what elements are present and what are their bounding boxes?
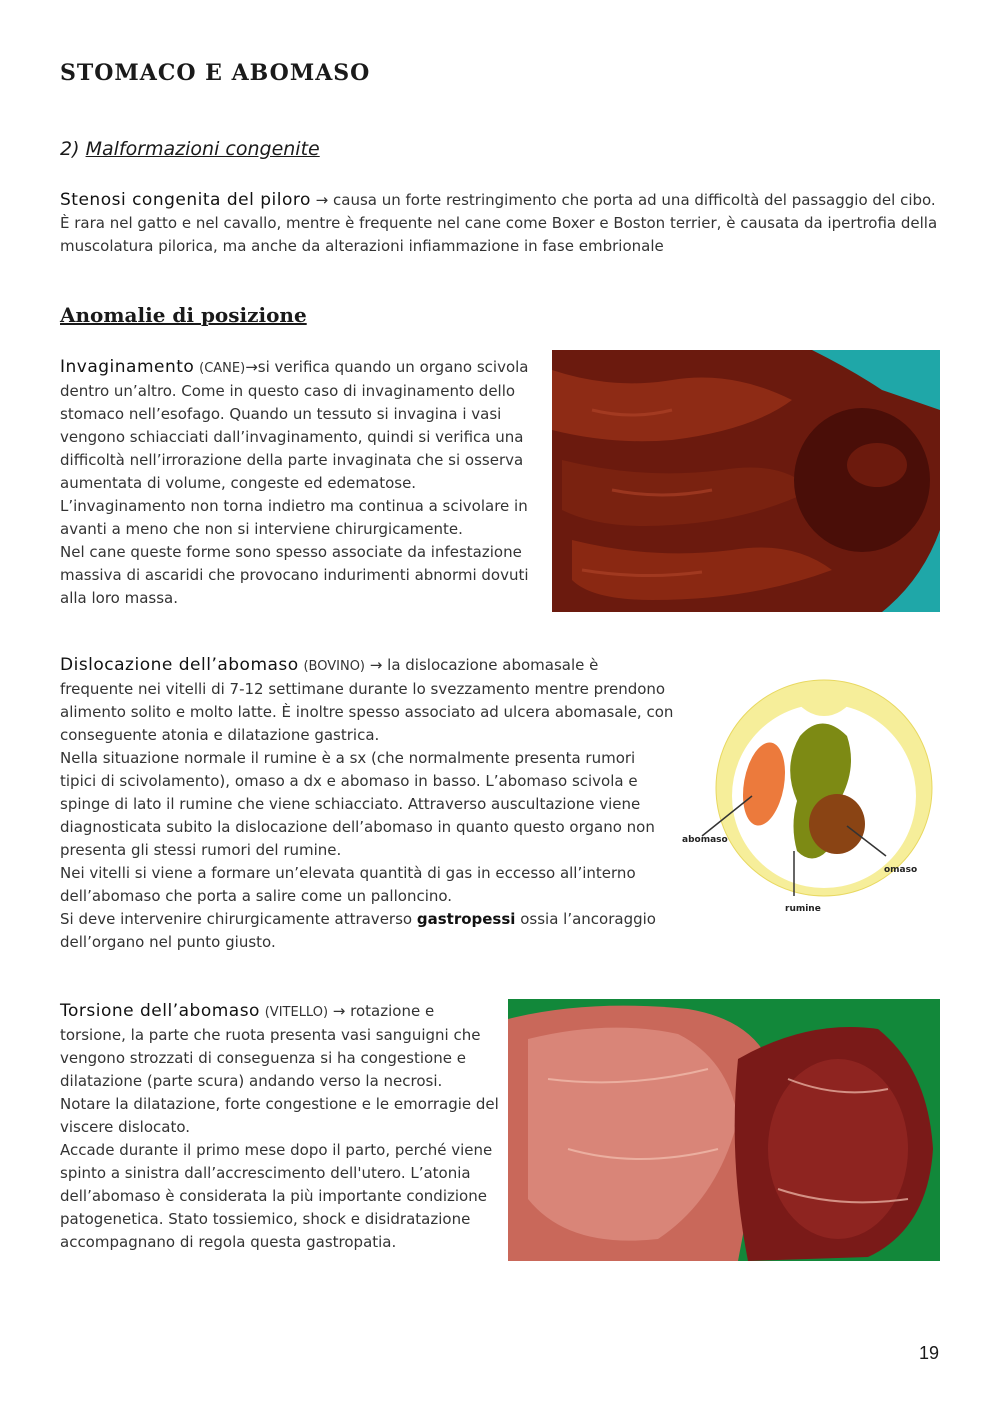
diagram-label-omaso: omaso — [884, 865, 918, 875]
stenosi-paragraph — [60, 189, 945, 258]
invaginamento-text-2: Nel cane queste forme sono spesso associate da infestazione massiva di ascaridi che provocano indurimenti abnormi dovuti alla loro massa. — [60, 543, 529, 607]
abomaso-diagram — [682, 676, 940, 918]
dislocazione-text-1: la dislocazione abomasale è frequente nei vitelli di 7-12 settimane durante lo svezzamento mentre prendono alimento solito e molto latte. È inoltre spesso associato ad ulcera abomasale, con conseguente atonia e dilatazione gastrica. — [60, 656, 674, 744]
page-title: STOMACO E ABOMASO — [60, 60, 371, 86]
invaginamento-paragraph — [60, 356, 545, 610]
stomach-photo-illustration — [552, 350, 940, 612]
invaginamento-photo — [552, 350, 940, 612]
diagram-label-rumine: rumine — [785, 904, 821, 914]
arrow-icon: → — [315, 191, 329, 209]
species-label: (VITELLO) — [264, 1005, 329, 1020]
page-number: 19 — [919, 1343, 940, 1363]
invaginamento-term: Invaginamento — [60, 357, 195, 377]
stenosi-text: causa un forte restringimento che porta ad una difficoltà del passaggio del cibo. È rara nel gatto e nel cavallo, mentre è frequente nel cane come Boxer e Boston terrier, è causata da ipertrofia della muscolatura pilorica, ma anche da alterazioni infiammazione in fase embrionale — [60, 191, 938, 255]
dislocazione-paragraph — [60, 654, 675, 954]
abomaso-cross-section-diagram — [682, 676, 940, 918]
gastropessi-term: gastropessi — [416, 910, 516, 928]
dislocazione-text-4: Si deve intervenire chirurgicamente attraverso — [60, 910, 413, 928]
torsione-term: Torsione dell’abomaso — [60, 1001, 260, 1021]
section-number: 2) — [60, 138, 80, 160]
dislocazione-text-2: Nella situazione normale il rumine è a sx (che normalmente presenta rumori tipici di scivolamento), omaso a dx e abomaso in basso. L’abomaso scivola e spinge di lato il rumine che viene schiacciato. Attraverso auscultazione viene diagnosticata subito la dislocazione dell’abomaso in quanto questo organo non presenta gli stessi rumori del rumine. — [60, 749, 655, 859]
section-title: Malformazioni congenite — [85, 138, 320, 160]
invaginamento-text: si verifica quando un organo scivola dentro un’altro. Come in questo caso di invaginamento dello stomaco nell’esofago. Quando un tessuto si invagina i vasi vengono schiacciati dall’invaginamento, quindi si verifica una difficoltà nell’irrorazione della parte invaginata che si osserva aumentata di volume, congeste ed edematose. L’invaginamento non torna indietro ma continua a scivolare in avanti a meno che non si interviene chirurgicamente. — [60, 358, 529, 538]
abomaso-photo-illustration — [508, 999, 940, 1261]
arrow-icon: → — [369, 656, 383, 674]
arrow-icon: → — [245, 358, 258, 376]
torsione-text-2: Notare la dilatazione, forte congestione e le emorragie del viscere dislocato. — [60, 1095, 499, 1136]
diagram-label-abomaso: abomaso — [682, 835, 728, 845]
species-label: (CANE) — [199, 361, 246, 376]
torsione-photo — [508, 999, 940, 1261]
dislocazione-term: Dislocazione dell’abomaso — [60, 655, 299, 675]
anomalie-heading: Anomalie di posizione — [60, 303, 307, 327]
torsione-text-3: Accade durante il primo mese dopo il parto, perché viene spinto a sinistra dall’accrescimento dell'utero. L’atonia dell’abomaso è considerata la più importante condizione patogenetica. Stato tossiemico, shock e disidratazione accompagnano di regola questa gastropatia. — [60, 1141, 493, 1251]
species-label: (BOVINO) — [303, 659, 366, 674]
arrow-icon: → — [332, 1002, 346, 1020]
torsione-paragraph — [60, 1000, 500, 1254]
dislocazione-text-5: ossia l’ancoraggio dell’organo nel punto giusto. — [60, 910, 656, 951]
torsione-text-1: rotazione e torsione, la parte che ruota presenta vasi sanguigni che vengono strozzati di conseguenza si ha congestione e dilatazione (parte scura) andando verso la necrosi. — [60, 1002, 481, 1090]
section-heading — [60, 138, 320, 160]
stenosi-term: Stenosi congenita del piloro — [60, 190, 311, 210]
dislocazione-text-3: Nei vitelli si viene a formare un’elevata quantità di gas in eccesso all’interno dell’abomaso che porta a salire come un palloncino. — [60, 864, 636, 905]
